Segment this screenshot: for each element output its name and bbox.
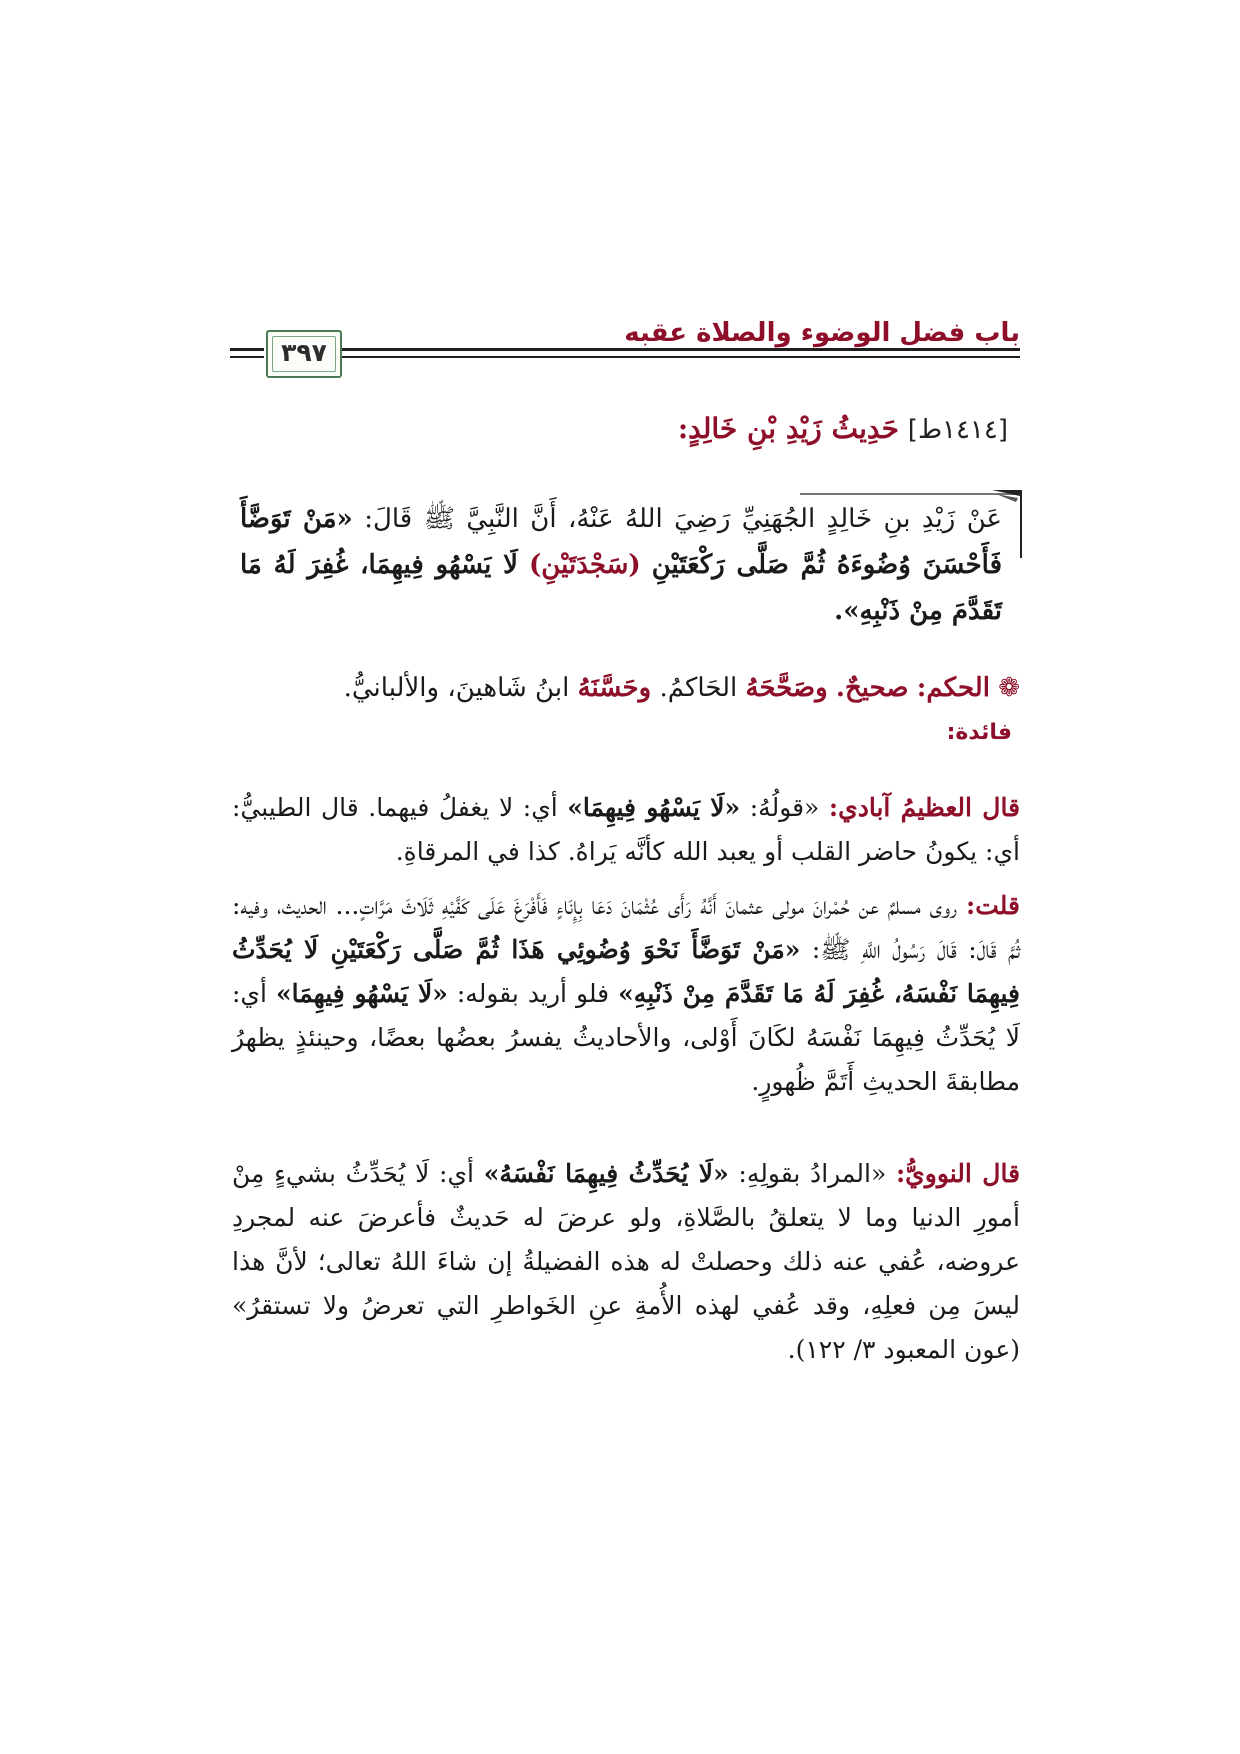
para2-text-b: فلو أريد بقوله: (456, 979, 610, 1008)
para2-quote-b: «لَا يَسْهُو فِيهِمَا» (275, 979, 448, 1008)
page-number: ٣٩٧ (281, 338, 327, 367)
title-rule (800, 493, 1020, 495)
hadith-text (240, 496, 1002, 634)
para2-text-c: أي: لَا يُحَدِّثُ فِيهِمَا نَفْسَهُ لكَانَ أَوْلى، والأحاديثُ يفسرُ بعضُها بعضًا، وحينئذٍ يظهرُ مطابقةَ الحديثِ أَتَمَّ ظُهورٍ. (232, 979, 1020, 1096)
ruling-grade: صحيحٌ. (835, 673, 909, 703)
header-rule-right (342, 348, 1020, 351)
ruling-label: الحكم: (916, 673, 990, 703)
section-bracket-open: [ (997, 415, 1008, 445)
speaker-azimabadi: قال العظيمُ آبادي: (828, 793, 1021, 822)
hadith-matn-a: «مَنْ تَوَضَّأَ فَأَحْسَنَ وُضُوءَهُ ثُمَّ صَلَّى رَكْعَتَيْنِ (240, 504, 1003, 580)
paragraph-azimabadi (232, 786, 1020, 874)
paragraph-qultu (232, 884, 1020, 1104)
section-number: ١٤١٤ط (917, 415, 998, 445)
ruling-text-1: الحَاكمُ. (659, 673, 738, 703)
chapter-title: باب فضل الوضوء والصلاة عقبه (624, 318, 1020, 348)
ruling-verb-2: وحَسَّنَهُ (577, 673, 652, 703)
hadith-title: حَدِيثُ زَيْدِ بْنِ خَالِدٍ: (677, 412, 899, 445)
hadith-variant: (سَجْدَتَيْنِ) (529, 550, 641, 580)
speaker-nawawi: قال النوويُّ: (895, 1159, 1021, 1188)
page-number-frame (266, 330, 342, 378)
section-heading (678, 412, 1008, 445)
faida-label: فائدة: (946, 720, 1012, 745)
header-rule-right-thin (342, 356, 1020, 358)
speaker-qultu: قلت: (965, 891, 1020, 920)
para3-quote: «لَا يُحَدِّثُ فِيهِمَا نَفْسَهُ» (483, 1159, 729, 1188)
para1-quote: «لَا يَسْهُو فِيهِمَا» (567, 793, 741, 822)
hadith-matn-b: لَا يَسْهُو فِيهِمَا، غُفِرَ لَهُ مَا تَقَدَّمَ مِنْ ذَنْبِهِ». (240, 550, 1002, 626)
para2-quote-a: «مَنْ تَوَضَّأَ نَحْوَ وُضُوئِي هَذَا ثُمَّ صَلَّى رَكْعَتَيْنِ لَا يُحَدِّثُ فِيهِمَا نَفْسَهُ، غُفِرَ لَهُ مَا تَقَدَّمَ مِنْ ذَنْبِهِ» (232, 935, 1020, 1008)
para3-text-a: «المرادُ بقولِهِ: (738, 1159, 887, 1188)
section-bracket-close: ] (907, 415, 918, 445)
header-rule-left (230, 348, 264, 351)
ruling-line (240, 668, 1020, 708)
para3-text-b: أي: لَا يُحَدِّثُ بشيءٍ مِنْ أمورِ الدنيا وما لا يتعلقُ بالصَّلاةِ، ولو عرضَ له حَديثٌ فأعرضَ عنه لمجردِ عروضه، عُفي عنه ذلك وحصلتْ له هذه الفضيلةُ إن شاءَ اللهُ تعالى؛ لأنَّ هذا ليسَ مِن فعلِهِ، وقد عُفي لهذه الأُمةِ عنِ الخَواطرِ التي تعرضُ ولا تستقرُ» (عون المعبود ٣/ ١٢٢). (232, 1159, 1020, 1364)
header-rule-left-thin (230, 356, 264, 358)
flower-icon: ❁ (998, 673, 1020, 703)
ruling-verb-1: وصَحَّحَهُ (745, 673, 828, 703)
para1-text-a: «قولُهُ: (749, 793, 820, 822)
para1-text-b: أي: لا يغفلُ فيهما. قال الطيبيُّ: أي: يكونُ حاضر القلب أو يعبد الله كأنَّه يَراهُ. كذا في المرقاةِ. (232, 793, 1020, 866)
paragraph-nawawi (232, 1152, 1020, 1372)
para2-text-a: روى مسلمٌ عن حُمْرانَ مولى عثمانَ أَنَّهُ رَأَى عُثْمَانَ دَعَا بِإِنَاءٍ فَأَفْرَغَ عَلَى كَفَّيْهِ ثَلَاثَ مَرَّاتٍ... الحديث، وفيه: ثُمَّ قَالَ: قَالَ رَسُولُ اللَّهِ ﷺ: (232, 891, 1020, 964)
hadith-intro: عَنْ زَيْدِ بنِ خَالِدٍ الجُهَنِيِّ رَضِيَ اللهُ عَنْهُ، أَنَّ النَّبِيَّ ﷺ قَالَ: (364, 504, 1003, 534)
ruling-text-2: ابنُ شَاهينَ، والألبانيُّ. (343, 673, 570, 703)
page-header (230, 318, 1020, 380)
